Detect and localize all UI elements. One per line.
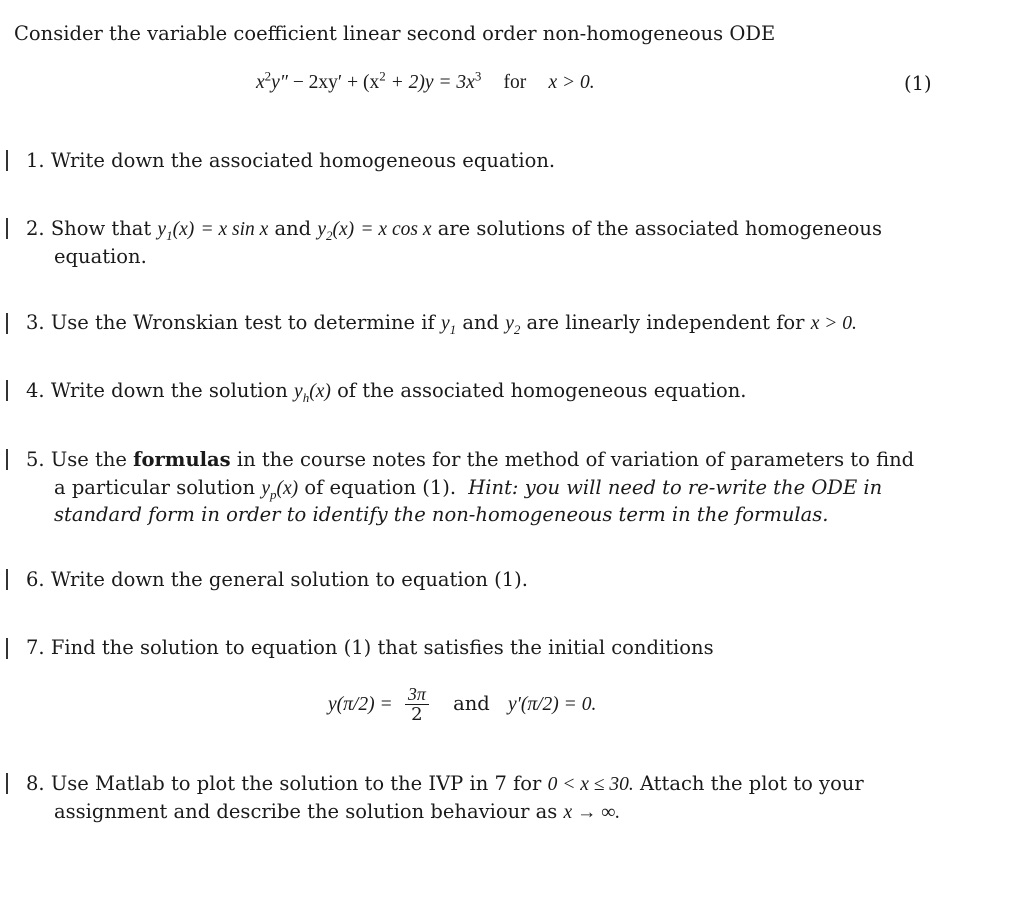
item-8-line-2: assignment and describe the solution behaviour as x → ∞. [54,800,621,823]
margin-marker [6,380,8,401]
item-5-line-2: a particular solution $y_p(x)$ of equation (1). Hint: you will need to re-write the ODE in [54,476,883,502]
item-6: 6. Write down the general solution to equation (1). [26,568,528,591]
item-1: 1. Write down the associated homogeneous equation. [26,149,556,172]
equation-tag: (1) [904,72,932,95]
margin-marker [6,569,8,590]
margin-marker [6,773,8,794]
intro-text: Consider the variable coefficient linear second order non-homogeneous ODE [14,22,776,45]
main-equation: $x^2y'' - 2xy' + (x^2 + 2)y = 3x^3$ for x > 0. [256,68,595,93]
item-4: 4. Write down the solution $y_h(x)$ of the associated homogeneous equation. [26,379,747,405]
margin-marker [6,449,8,470]
item-5-line-1: 5. Use the formulas in the course notes for the method of variation of parameters to find [26,448,915,471]
item-7: 7. Find the solution to equation (1) that satisfies the initial conditions [26,636,714,659]
item-3: 3. Use the Wronskian test to determine if $y_1$ and $y_2$ are linearly independent for x > 0. [26,311,857,337]
margin-marker [6,638,8,659]
margin-marker [6,218,8,239]
item-8-line-1: 8. Use Matlab to plot the solution to the IVP in 7 for 0 < x ≤ 30. Attach the plot to your [26,772,864,795]
margin-marker [6,150,8,171]
item-5-line-3: standard form in order to identify the non-homogeneous term in the formulas. [54,503,829,526]
item-2-line-2: equation. [54,245,147,268]
fraction-3pi-over-2: $\frac{3\pi}{2}$ [405,684,429,725]
margin-marker [6,313,8,334]
initial-conditions: y(π/2) = $\frac{3\pi}{2}$ and y′(π/2) = 0. [328,684,597,725]
item-2-line-1: 2. Show that $y_1(x) = x$ sin x and $y_2(x) = x$ cos x are solutions of the associated homogeneous [26,217,882,243]
